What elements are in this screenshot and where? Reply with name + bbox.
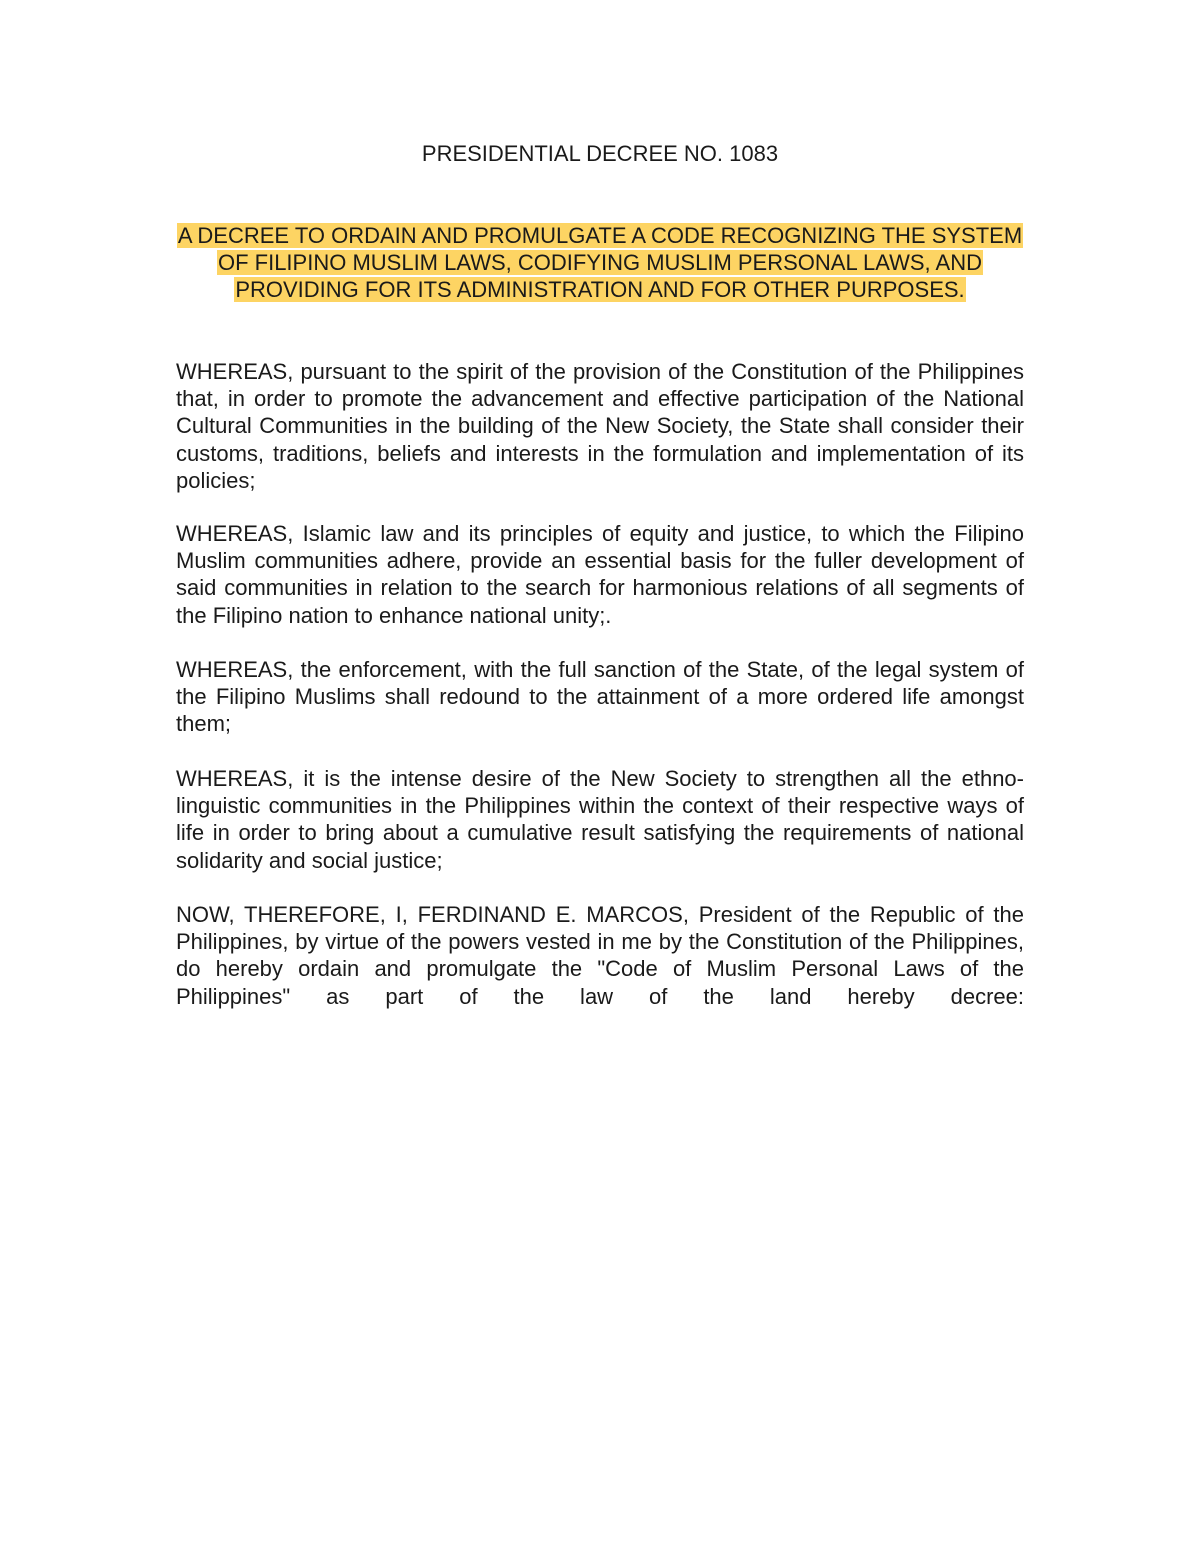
now-therefore-paragraph: NOW, THEREFORE, I, FERDINAND E. MARCOS, President of the Republic of the Philippines, by virtue of the powers vested in me by the Constitution of the Philippines, do hereby ordain and promulgate the "Code of Muslim Personal Laws of the Philippines" as part of the law of the land hereby decree: bbox=[176, 902, 1024, 1009]
decree-subtitle bbox=[176, 222, 1024, 304]
whereas-paragraph-1: WHEREAS, pursuant to the spirit of the provision of the Constitution of the Philippines that, in order to promote the advancement and effective participation of the National Cultural Communities in the building of the New Society, the State shall consider their customs, traditions, beliefs and interests in the formulation and implementation of its policies; bbox=[176, 359, 1024, 493]
highlighted-subtitle-text: A DECREE TO ORDAIN AND PROMULGATE A CODE RECOGNIZING THE SYSTEM OF FILIPINO MUSLIM LAWS, CODIFYING MUSLIM PERSONAL LAWS, AND PROVIDING FOR ITS ADMINISTRATION AND FOR OTHER PURPOSES. bbox=[177, 223, 1023, 303]
whereas-paragraph-3: WHEREAS, the enforcement, with the full sanction of the State, of the legal system of the Filipino Muslims shall redound to the attainment of a more ordered life amongst them; bbox=[176, 657, 1024, 737]
whereas-paragraph-2: WHEREAS, Islamic law and its principles of equity and justice, to which the Filipino Muslim communities adhere, provide an essential basis for the fuller development of said communities in relation to the search for harmonious relations of all segments of the Filipino nation to enhance national unity;. bbox=[176, 521, 1024, 628]
whereas-paragraph-4: WHEREAS, it is the intense desire of the New Society to strengthen all the ethno-linguistic communities in the Philippines within the context of their respective ways of life in order to bring about a cumulative result satisfying the requirements of national solidarity and social justice; bbox=[176, 766, 1024, 873]
page-title: PRESIDENTIAL DECREE NO. 1083 bbox=[421, 141, 779, 166]
